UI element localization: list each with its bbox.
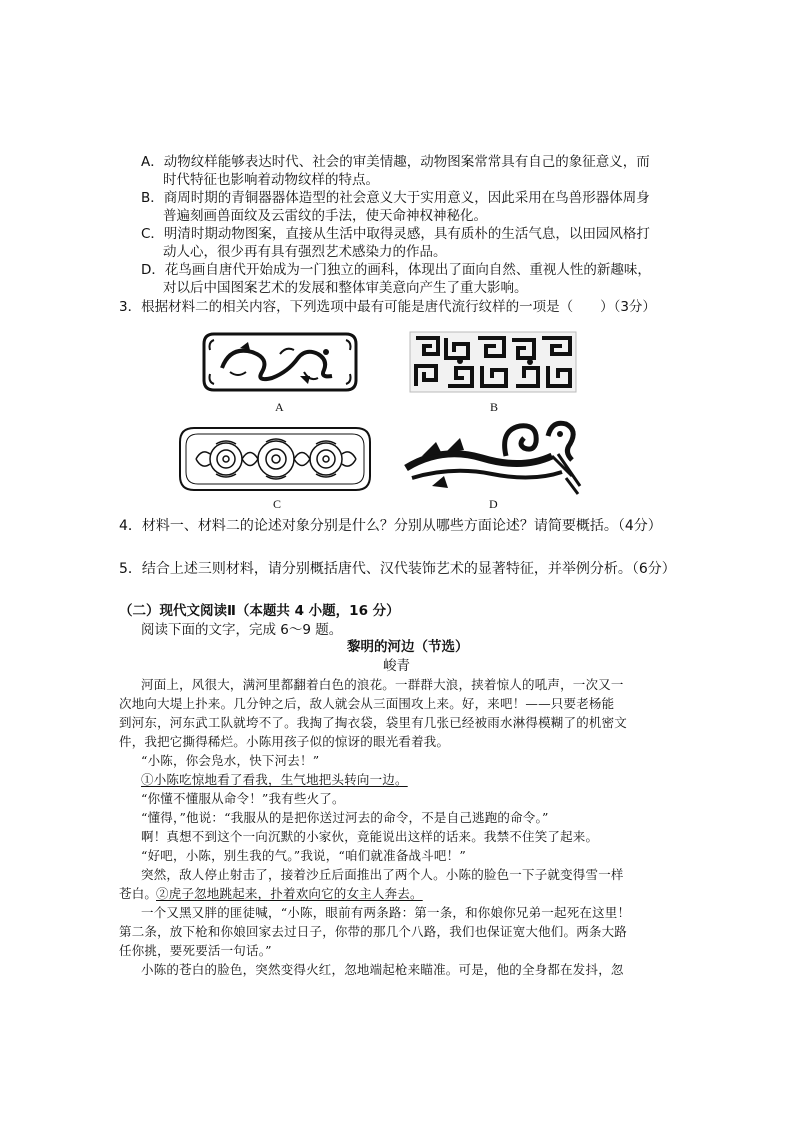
passage-line: 件，我把它撕得稀烂。小陈用孩子似的惊讶的眼光看着我。 [119,734,450,749]
option-b-line1: B．商周时期的青铜器器体造型的社会意义大于实用意义，因此采用在鸟兽形器体周身 [141,190,650,206]
passage-line: “小陈，你会凫水，快下河去！” [141,753,320,768]
option-c-line2: 动人心，很少再有具有强烈艺术感染力的作品。 [163,244,447,260]
passage-line: 小陈的苍白的脸色，突然变得火红，忽地端起枪来瞄准。可是，他的全身都在发抖，忽 [141,962,624,977]
question-5: 5．结合上述三则材料，请分别概括唐代、汉代装饰艺术的显著特征，并举例分析。（6分） [119,561,676,577]
question-3: 3．根据材料二的相关内容，下列选项中最有可能是唐代流行纹样的一项是（ ）（3分） [119,299,656,315]
passage-line: 一个又黑又胖的匪徒喊，“小陈，眼前有两条路：第一条，和你娘你兄弟一起死在这里！ [141,905,631,920]
passage-line: 啊！真想不到这个一向沉默的小家伙，竟能说出这样的话来。我禁不住笑了起来。 [141,829,599,844]
option-a-line2: 时代特征也影响着动物纹样的特点。 [163,172,379,188]
figure-a-label: A [275,400,284,414]
passage-author: 峻青 [383,658,410,674]
option-a-line1: A．动物纹样能够表达时代、社会的审美情趣，动物图案常常具有自己的象征意义，而 [141,154,650,170]
figure-c-label: C [273,497,282,511]
passage-line: 第二条，放下枪和你娘回家去过日子，你带的那几个八路，我们也保证宽大他们。两条大路 [119,924,628,939]
option-b-line2: 普遍刻画兽面纹及云雷纹的手法，使天命神权神秘化。 [163,208,487,224]
figure-a-dragon-pattern[interactable] [200,328,360,396]
passage-underlined-sentence-1: ①小陈吃惊地看了看我，生气地把头转向一边。 [141,772,408,787]
option-d-line2: 对以后中国图案艺术的发展和整体审美意向产生了重大影响。 [163,280,528,296]
passage-line: “好吧，小陈，别生我的气。”我说，“咱们就准备战斗吧！” [141,848,466,863]
passage-line: 突然，敌人停止射击了，接着沙丘后面推出了两个人。小陈的脸色一下子就变得雪一样 [141,867,624,882]
figure-b-thunder-pattern[interactable] [408,328,578,396]
option-c-line1: C．明清时期动物图案，直接从生活中取得灵感，具有质朴的生活气息，以田园风格打 [141,226,650,242]
option-d-line1: D．花鸟画自唐代开始成为一门独立的画科，体现出了面向自然、重视人性的新趣味， [141,262,651,278]
figure-c-floral-pattern[interactable] [176,424,374,494]
passage-line: “你懂不懂服从命令！”我有些火了。 [141,791,345,806]
question-4: 4．材料一、材料二的论述对象分别是什么？分别从哪些方面论述？请简要概括。（4分） [119,518,662,534]
passage-line-start: 苍白。 [119,886,158,901]
passage-line: 到河东，河东武工队就垮不了。我掏了掏衣袋，袋里有几张已经被雨水淋得模糊了的机密文 [119,715,628,730]
section-heading: （二）现代文阅读Ⅱ（本题共 4 小题，16 分） [119,603,400,619]
figure-d-phoenix-pattern[interactable] [402,416,584,500]
figure-b-label: B [490,400,499,414]
section-instruction: 阅读下面的文字，完成 6～9 题。 [141,622,343,638]
passage-line: 河面上，风很大，满河里都翻着白色的浪花。一群群大浪，挟着惊人的吼声，一次又一 [141,677,624,692]
passage-line: “懂得，”他说：“我服从的是把你送过河去的命令，不是自己逃跑的命令。” [141,810,549,825]
passage-line: 次地向大堤上扑来。几分钟之后，敌人就会从三面围攻上来。好，来吧！——只要老杨能 [119,696,615,711]
passage-underlined-sentence-2: ②虎子忽地跳起来，扑着欢向它的女主人奔去。 [156,886,423,901]
passage-title: 黎明的河边（节选） [347,639,469,655]
figure-d-label: D [489,497,498,511]
passage-line: 任你挑，要死要活一句话。” [119,943,272,958]
